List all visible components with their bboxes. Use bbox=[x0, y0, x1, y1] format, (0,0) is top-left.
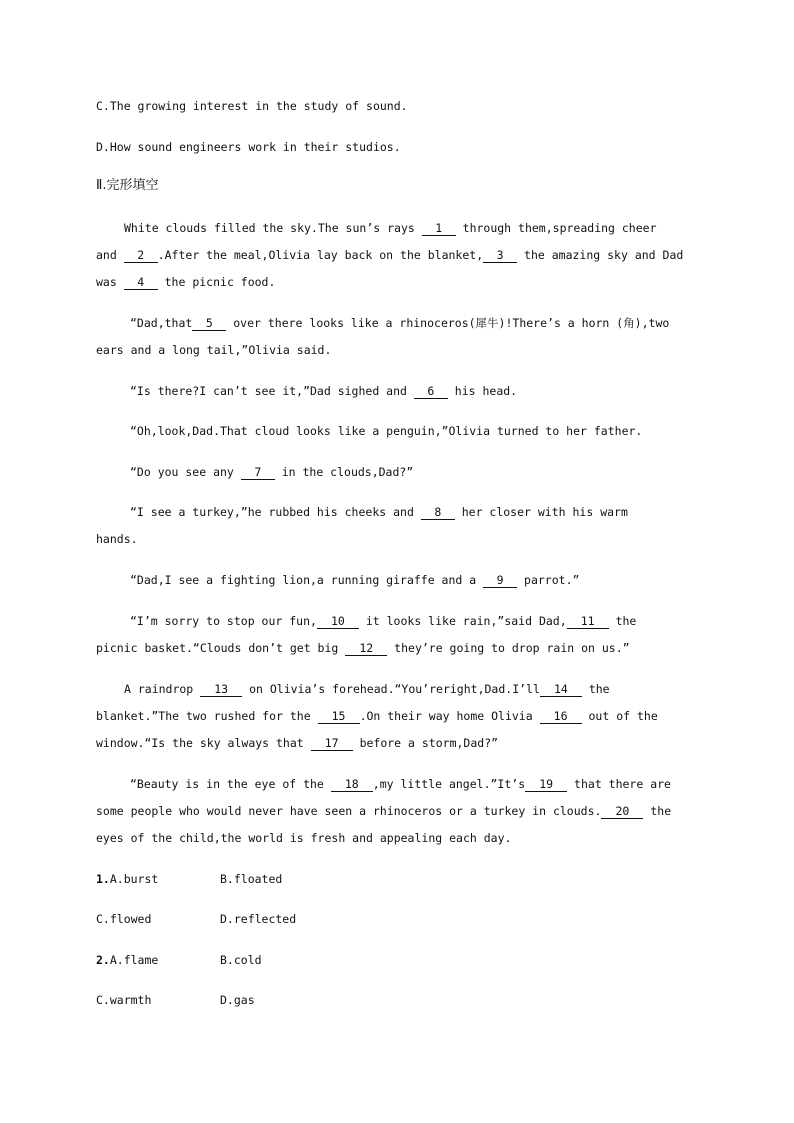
passage-line: “Do you see any 7 in the clouds,Dad?” bbox=[130, 465, 414, 479]
passage-line: hands. bbox=[96, 532, 138, 546]
question-number: 1. bbox=[96, 872, 110, 886]
blank-17: 17 bbox=[311, 737, 353, 751]
passage-line: White clouds filled the sky.The sun’s rays 1 through them,spreading cheer bbox=[124, 221, 657, 235]
blank-9: 9 bbox=[483, 574, 517, 588]
passage-line: “I’m sorry to stop our fun, 10 it looks like rain,”said Dad, 11 the bbox=[130, 614, 637, 628]
passage-line: A raindrop 13 on Olivia’s forehead.“You’reright,Dad.I’ll 14 the bbox=[124, 682, 610, 696]
question-2-option-b: B.cold bbox=[220, 953, 262, 967]
blank-15: 15 bbox=[318, 710, 360, 724]
passage-line: was 4 the picnic food. bbox=[96, 275, 276, 289]
question-1-option-a: 1.A.burst bbox=[96, 872, 159, 886]
question-1-option-c: C.flowed bbox=[96, 912, 152, 926]
question-2-option-a: 2.A.flame bbox=[96, 953, 159, 967]
blank-16: 16 bbox=[540, 710, 582, 724]
passage-line: ears and a long tail,”Olivia said. bbox=[96, 343, 332, 357]
blank-20: 20 bbox=[601, 805, 643, 819]
prev-option-d: D.How sound engineers work in their studios. bbox=[96, 140, 401, 154]
blank-4: 4 bbox=[124, 276, 158, 290]
blank-3: 3 bbox=[483, 249, 517, 263]
passage-line: and 2 .After the meal,Olivia lay back on the blanket, 3 the amazing sky and Dad bbox=[96, 248, 684, 262]
passage-line: “Is there?I can’t see it,”Dad sighed and 6 his head. bbox=[130, 384, 518, 398]
question-1-option-d: D.reflected bbox=[220, 912, 297, 926]
blank-19: 19 bbox=[525, 778, 567, 792]
prev-option-c: C.The growing interest in the study of sound. bbox=[96, 99, 408, 113]
passage-line: “Dad,that 5 over there looks like a rhinoceros(犀牛)!There’s a horn (角),two bbox=[130, 316, 670, 330]
passage-line: “Beauty is in the eye of the 18 ,my little angel.”It’s 19 that there are bbox=[130, 777, 671, 791]
question-1-option-b: B.floated bbox=[220, 872, 283, 886]
passage-line: picnic basket.“Clouds don’t get big 12 they’re going to drop rain on us.” bbox=[96, 641, 630, 655]
question-number: 2. bbox=[96, 953, 110, 967]
blank-8: 8 bbox=[421, 506, 455, 520]
blank-2: 2 bbox=[124, 249, 158, 263]
blank-11: 11 bbox=[567, 615, 609, 629]
section-title: Ⅱ.完形填空 bbox=[96, 178, 159, 193]
passage-line: “I see a turkey,”he rubbed his cheeks and 8 her closer with his warm bbox=[130, 505, 628, 519]
blank-14: 14 bbox=[540, 683, 582, 697]
passage-line: window.“Is the sky always that 17 before a storm,Dad?” bbox=[96, 736, 499, 750]
blank-13: 13 bbox=[200, 683, 242, 697]
passage-line: blanket.”The two rushed for the 15 .On their way home Olivia 16 out of the bbox=[96, 709, 658, 723]
passage-line: “Dad,I see a fighting lion,a running giraffe and a 9 parrot.” bbox=[130, 573, 580, 587]
question-2-option-d: D.gas bbox=[220, 993, 255, 1007]
blank-6: 6 bbox=[414, 385, 448, 399]
passage-line: some people who would never have seen a rhinoceros or a turkey in clouds. 20 the bbox=[96, 804, 672, 818]
passage-line: “Oh,look,Dad.That cloud looks like a penguin,”Olivia turned to her father. bbox=[130, 424, 643, 438]
blank-18: 18 bbox=[331, 778, 373, 792]
blank-10: 10 bbox=[317, 615, 359, 629]
blank-12: 12 bbox=[345, 642, 387, 656]
blank-7: 7 bbox=[241, 466, 275, 480]
passage-line: eyes of the child,the world is fresh and appealing each day. bbox=[96, 831, 512, 845]
question-2-option-c: C.warmth bbox=[96, 993, 152, 1007]
blank-5: 5 bbox=[192, 317, 226, 331]
blank-1: 1 bbox=[422, 222, 456, 236]
